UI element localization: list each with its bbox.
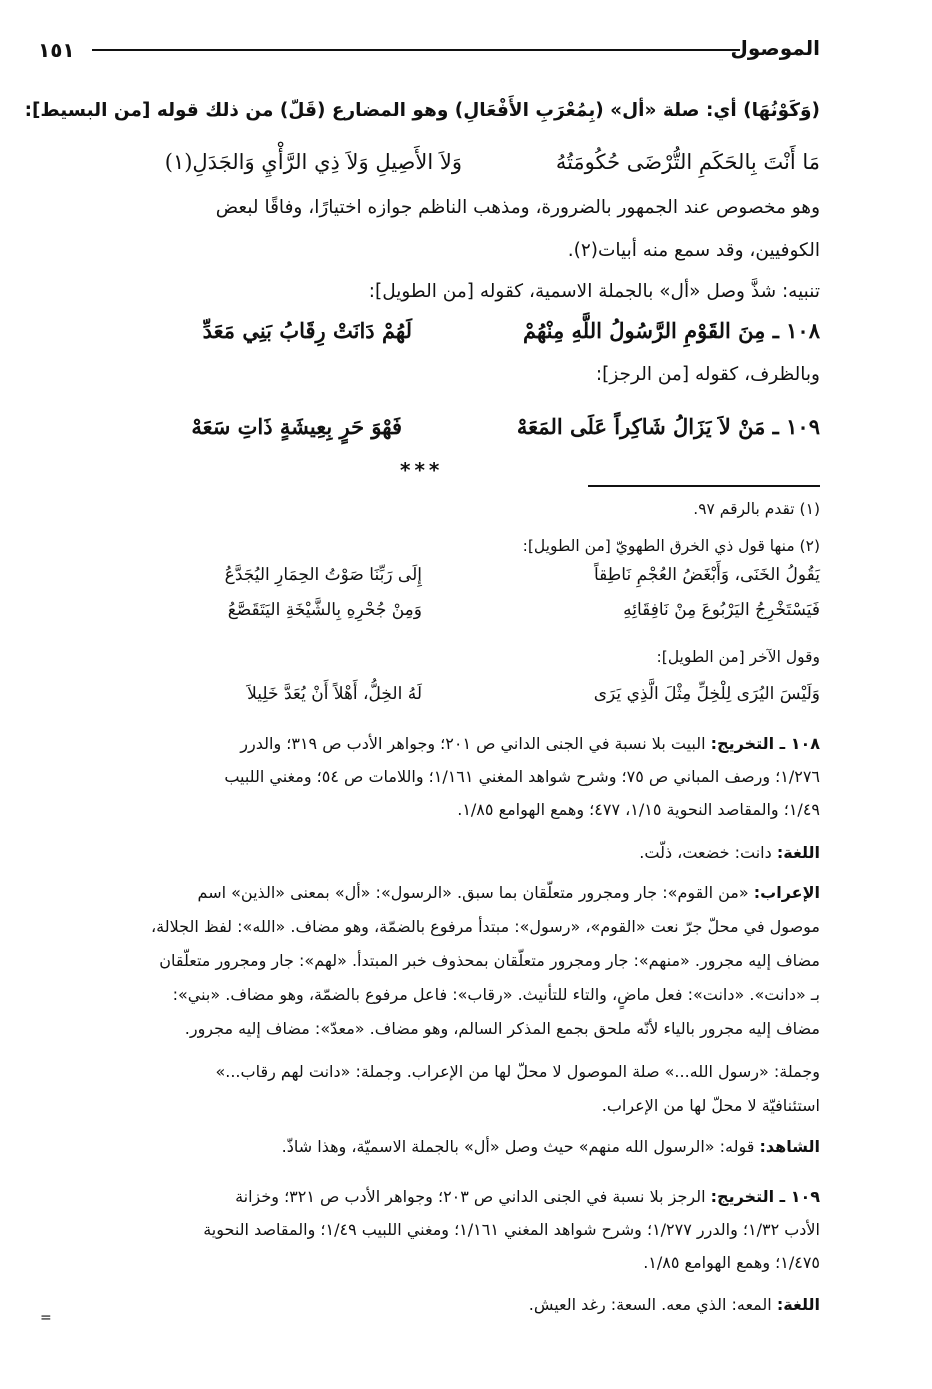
irab-line-5: مضاف إليه مجرور بالياء لأنّه ملحق بجمع المذكر السالم، وهو مضاف. «معدّ»: مضاف إليه مجرور.: [184, 1019, 820, 1038]
section-separator: ***: [400, 458, 444, 482]
footnote-2: (٢) منها قول ذي الخرق الطهويّ [من الطويل]:: [522, 537, 820, 555]
shahid: [282, 1137, 820, 1156]
lugha-108-label: اللغة:: [776, 843, 820, 862]
chapter-title: الموصول: [730, 36, 820, 60]
verse108-first-hemistich: ١٠٨ ـ مِنَ القَوْمِ الرَّسُولُ اللَّهِ مِنْهُمْ: [522, 318, 820, 343]
shahid-label: الشاهد:: [759, 1137, 820, 1156]
jumla-line-1: وجملة: «رسول الله...» صلة الموصول لا محلّ لها من الإعراب. وجملة: «دانت لهم رقاب...»: [215, 1062, 820, 1081]
takhrij-108-text-1: البيت بلا نسبة في الجنى الداني ص ٢٠١؛ وجواهر الأدب ص ٣١٩؛ والدرر: [240, 734, 706, 753]
verse109-second-hemistich: فَهْوَ حَرٍ بِعِيشَةٍ ذَاتِ سَعَهْ: [191, 414, 402, 439]
lugha-109-label: اللغة:: [776, 1295, 820, 1314]
body-line-5: وبالظرف، كقوله [من الرجز]:: [595, 364, 820, 385]
body-line-2: وهو مخصوص عند الجمهور بالضرورة، ومذهب الناظم جوازه اختيارًا، وفاقًا لبعض: [215, 197, 820, 218]
body-line-3: الكوفيين، وقد سمع منه أبيات(٢).: [567, 240, 820, 261]
body-line-1: (وَكَوْنُهَا) أي: صلة «أل» (بِمُعْرَبِ الأَفْعَالِ) وهو المضارع (قَلّ) من ذلك قوله [من البسيط]:: [24, 100, 820, 121]
takhrij-108-line-3: ١/٤٩؛ والمقاصد النحوية ١/١٥، ٤٧٧؛ وهمع الهوامع ١/٨٥.: [457, 800, 820, 819]
footnote-verse3-second: لَهُ الخِلُّ، أَهْلاً أَنْ يُعَدَّ خَلِيلاَ: [247, 684, 422, 704]
irab-line-2: موصول في محلّ جرّ نعت «القوم»، «رسول»: مبتدأ مرفوع بالضمّة، وهو مضاف. «الله»: لفظ الجلالة،: [151, 917, 820, 936]
header-rule: [92, 49, 740, 51]
footnote-rule: [588, 485, 820, 487]
irab-line-1: [198, 883, 820, 902]
irab-line-3: مضاف إليه مجرور. «منهم»: جار ومجرور متعلّقان بمحذوف خبر المبتدأ. «لهم»: جار ومجرور متعلّقان: [159, 951, 820, 970]
takhrij-108-label: ١٠٨ ـ التخريج:: [710, 734, 820, 753]
takhrij-109-line-3: ١/٤٧٥؛ وهمع الهوامع ١/٨٥.: [643, 1253, 820, 1272]
footnote-2-other: وقول الآخر [من الطويل]:: [656, 648, 820, 666]
verse108-second-hemistich: لَهُمْ دَانَتْ رِقَابُ بَنِي مَعَدِّ: [202, 318, 412, 343]
irab-label: الإعراب:: [753, 883, 820, 902]
footnote-verse2-first: فَيَسْتَخْرِجُ اليَرْبُوعَ مِنْ نَافِقَائِهِ: [623, 600, 820, 620]
takhrij-109-text-1: الرجز بلا نسبة في الجنى الداني ص ٢٠٣؛ وجواهر الأدب ص ٣٢١؛ وخزانة: [235, 1187, 706, 1206]
takhrij-109-line-1: [235, 1187, 820, 1206]
verse109-first-hemistich: ١٠٩ ـ مَنْ لاَ يَزَالُ شَاكِراً عَلَى المَعَهْ: [516, 414, 820, 439]
footnote-1: (١) تقدم بالرقم ٩٧.: [693, 500, 820, 518]
takhrij-109-label: ١٠٩ ـ التخريج:: [710, 1187, 820, 1206]
jumla-line-2: استئنافيّة لا محلّ لها من الإعراب.: [601, 1096, 820, 1115]
verse1-first-hemistich: مَا أَنْتَ بِالحَكَمِ التُّرْضَى حُكُومَتُهُ: [555, 150, 820, 174]
footnote-verse3-first: وَلَيْسَ اليُرَى لِلْخِلِّ مِثْلَ الَّذِي يَرَى: [593, 684, 820, 704]
footnote-verse1-first: يَقُولُ الخَنَى، وَأَبْغَضُ العُجْمِ نَاطِقاً: [593, 565, 820, 585]
footnote-verse2-second: وَمِنْ جُحْرِهِ بِالشَّيْخَةِ اليَتَقَصَّعُ: [227, 600, 422, 620]
footnote-verse1-second: إِلَى رَبِّنَا صَوْتُ الحِمَارِ اليُجَدَّعُ: [224, 565, 422, 585]
lugha-108-text: دانت: خضعت، ذلّت.: [639, 843, 772, 862]
lugha-108: [639, 843, 820, 862]
takhrij-109-line-2: الأدب ١/٣٢؛ والدرر ١/٢٧٧؛ وشرح شواهد المغني ١/١٦١؛ ومغني اللبيب ١/٤٩؛ والمقاصد النحوية: [203, 1220, 820, 1239]
page-number: ١٥١: [38, 38, 75, 62]
verse1-second-hemistich: وَلاَ الأَصِيلِ وَلاَ ذِي الرَّأْيِ وَالجَدَلِ(١): [164, 150, 462, 174]
shahid-text: قوله: «الرسول الله منهم» حيث وصل «أل» بالجملة الاسميّة، وهذا شاذّ.: [281, 1137, 755, 1156]
takhrij-108-line-1: [240, 734, 820, 753]
irab-text-1: «من القوم»: جار ومجرور متعلّقان بما سبق. «الرسول»: «أل» بمعنى «الذين» اسم: [197, 883, 749, 902]
irab-line-4: بـ «دانت». «دانت»: فعل ماضٍ، والتاء للتأنيث. «رقاب»: فاعل مرفوع بالضمّة، وهو مضاف. «بني»:: [172, 985, 820, 1004]
corner-mark: =: [40, 1310, 52, 1326]
lugha-109-text: المعه: الذي معه. السعة: رغد العيش.: [528, 1295, 772, 1314]
takhrij-108-line-2: ١/٢٧٦؛ ورصف المباني ص ٧٥؛ وشرح شواهد المغني ١/١٦١؛ واللامات ص ٥٤؛ ومغني اللبيب: [224, 767, 820, 786]
body-line-4: تنبيه: شذَّ وصل «أل» بالجملة الاسمية، كقوله [من الطويل]:: [368, 281, 820, 302]
lugha-109: [529, 1295, 820, 1314]
